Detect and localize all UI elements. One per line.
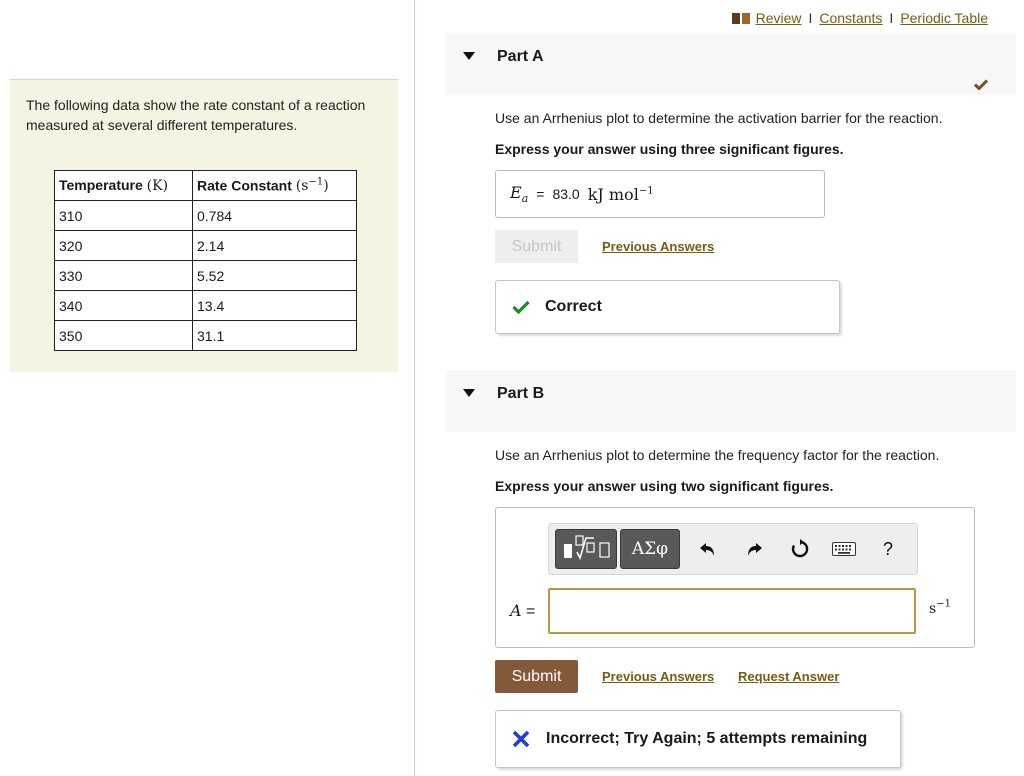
answer-value: 83.0 xyxy=(552,186,580,202)
link-separator: I xyxy=(808,10,813,26)
help-button[interactable]: ? xyxy=(882,538,893,559)
cell-temperature: 350 xyxy=(55,321,193,351)
cell-temperature: 320 xyxy=(55,231,193,261)
collapse-triangle-icon[interactable] xyxy=(463,389,475,397)
part-b-answer-unit: $s^{-1}$ xyxy=(929,598,951,617)
cell-rate: 0.784 xyxy=(193,201,357,231)
table-row xyxy=(55,321,357,351)
request-answer-link[interactable]: Request Answer xyxy=(738,669,840,684)
table-row xyxy=(55,231,357,261)
cell-rate: 13.4 xyxy=(193,291,357,321)
math-toolbar xyxy=(548,523,918,575)
part-a-feedback xyxy=(495,280,840,334)
panel-divider xyxy=(414,0,415,776)
reset-icon[interactable] xyxy=(787,534,813,564)
part-b-title: Part B xyxy=(497,385,545,402)
part-b-answer-box xyxy=(495,507,975,648)
table-row xyxy=(55,261,357,291)
part-b-feedback xyxy=(495,710,901,768)
equals-sign: = xyxy=(536,186,545,202)
link-separator: I xyxy=(889,10,894,26)
rate-data-table xyxy=(54,170,357,351)
cell-temperature: 310 xyxy=(55,201,193,231)
part-b-previous-answers-link[interactable]: Previous Answers xyxy=(602,669,715,684)
periodic-table-link[interactable]: Periodic Table xyxy=(900,10,988,26)
keyboard-icon[interactable] xyxy=(831,534,857,564)
part-a-question: Use an Arrhenius plot to determine the activation barrier for the reaction. xyxy=(495,110,943,126)
part-a-instruction: Express your answer using three significant figures. xyxy=(495,141,844,157)
part-a-previous-answers-link[interactable]: Previous Answers xyxy=(602,239,715,254)
correct-check-icon xyxy=(512,300,530,314)
frequency-factor-input[interactable] xyxy=(548,588,916,634)
table-row xyxy=(55,201,357,231)
incorrect-x-icon xyxy=(512,730,530,748)
part-a-submit-button[interactable]: Submit xyxy=(495,230,578,263)
cell-rate: 2.14 xyxy=(193,231,357,261)
part-b-answer-label: A = xyxy=(510,601,536,620)
review-link[interactable]: Review xyxy=(755,10,802,26)
part-a-feedback-text: Correct xyxy=(545,298,602,315)
table-row xyxy=(55,291,357,321)
cell-rate: 5.52 xyxy=(193,261,357,291)
templates-button[interactable] xyxy=(555,529,617,569)
templates-icon xyxy=(556,530,618,570)
greek-letters-button[interactable]: ΑΣφ xyxy=(620,529,680,569)
header-rate-constant: Rate Constant $(s^{-1})$ xyxy=(193,171,357,201)
top-links xyxy=(732,10,988,26)
part-b-feedback-text: Incorrect; Try Again; 5 attempts remaining xyxy=(546,730,868,747)
book-icon xyxy=(732,13,750,24)
part-a-answer-display xyxy=(495,170,825,218)
problem-intro: The following data show the rate constant of a reaction measured at several different temperatures. xyxy=(26,97,366,133)
part-b-question: Use an Arrhenius plot to determine the frequency factor for the reaction. xyxy=(495,447,940,463)
part-b-submit-button[interactable]: Submit xyxy=(495,660,578,693)
part-b-header[interactable] xyxy=(446,370,1016,432)
part-a-header[interactable] xyxy=(446,33,1016,95)
problem-panel xyxy=(10,79,398,372)
collapse-triangle-icon[interactable] xyxy=(463,52,475,60)
cell-temperature: 340 xyxy=(55,291,193,321)
answer-unit: kJ mol$^{-1}$ xyxy=(587,184,654,204)
completed-check-icon xyxy=(974,79,988,90)
table-header-row xyxy=(55,171,357,201)
constants-link[interactable]: Constants xyxy=(819,10,883,26)
redo-icon[interactable] xyxy=(741,534,767,564)
cell-temperature: 330 xyxy=(55,261,193,291)
header-temperature: Temperature (K) xyxy=(55,171,193,201)
part-a-title: Part A xyxy=(497,48,544,65)
part-b-instruction: Express your answer using two significant figures. xyxy=(495,478,834,494)
cell-rate: 31.1 xyxy=(193,321,357,351)
answer-variable: $E_a$ xyxy=(510,182,529,206)
undo-icon[interactable] xyxy=(695,534,721,564)
